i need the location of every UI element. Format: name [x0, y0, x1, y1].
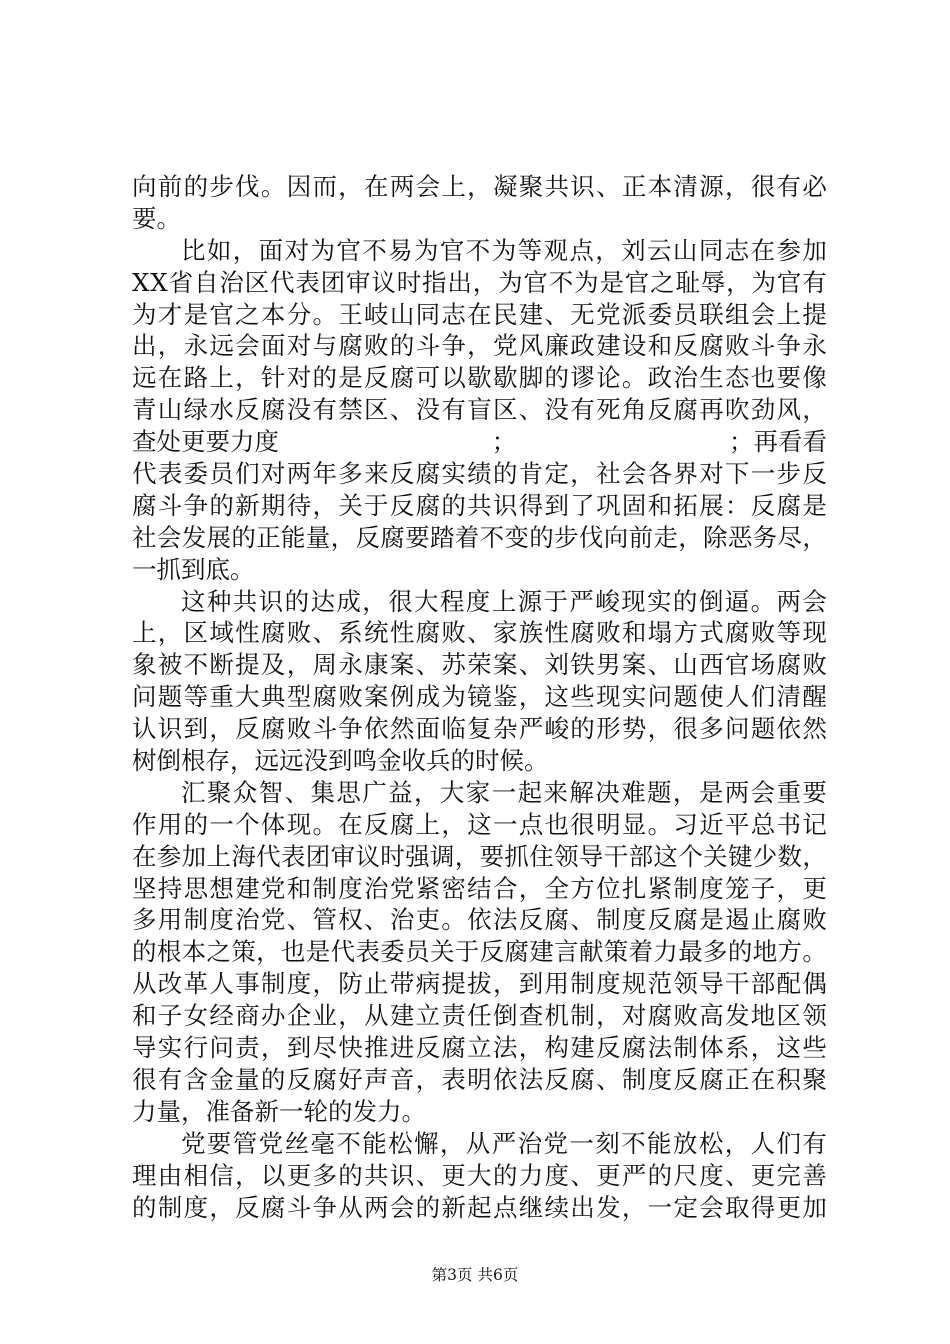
text-line: 的 制 度 ， 反 腐 斗 争 从 两 会 的 新 起 点 继 续 出 发 ， 一 定 会 取 得 更 加: [132, 1192, 827, 1222]
text-line: 出 ， 永 远 会 面 对 与 腐 败 的 斗 争 ， 党 风 廉 政 建 设 和 反 腐 败 斗 争 永: [132, 331, 827, 361]
text-line: 社 会 发 展 的 正 能 量 ， 反 腐 要 踏 着 不 变 的 步 伐 向 前 走 ， 除 恶 务 尽 ，: [132, 522, 827, 552]
text-line: 为 才 是 官 之 本 分 。 王 岐 山 同 志 在 民 建 、 无 党 派 委 员 联 组 会 上 提: [132, 299, 827, 329]
text-line: 一抓到底。: [132, 554, 255, 584]
paragraph-start-line: 党 要 管 党 丝 毫 不 能 松 懈 ， 从 严 治 党 一 刻 不 能 放 松 ， 人 们 有: [181, 1128, 827, 1158]
text-line: X X 省 自 治 区 代 表 团 审 议 时 指 出 ， 为 官 不 为 是 官 之 耻 辱 ， 为 官 有: [132, 267, 827, 297]
page-footer: [0, 1265, 950, 1285]
text-line: 向 前 的 步 伐 。 因 而 ， 在 两 会 上 ， 凝 聚 共 识 、 正 本 清 源 ， 很 有 必: [132, 172, 827, 201]
text-line: 象 被 不 断 提 及 ， 周 永 康 案 、 苏 荣 案 、 刘 铁 男 案 、 山 西 官 场 腐 败: [132, 650, 827, 680]
page-number: 第3页 共6页: [431, 1266, 519, 1284]
text-line-with-gaps: [132, 426, 827, 458]
text-line: 在 参 加 上 海 代 表 团 审 议 时 强 调 ， 要 抓 住 领 导 干 部 这 个 关 键 少 数 ，: [132, 841, 827, 871]
paragraph-start-line: 汇 聚 众 智 、 集 思 广 益 ， 大 家 一 起 来 解 决 难 题 ， 是 两 会 重 要: [181, 777, 827, 807]
text-line: 认 识 到 ， 反 腐 败 斗 争 依 然 面 临 复 杂 严 峻 的 形 势 ， 很 多 问 题 依 然: [132, 714, 827, 744]
text-line: 上 ， 区 域 性 腐 败 、 系 统 性 腐 败 、 家 族 性 腐 败 和 塌 方 式 腐 败 等 现: [132, 618, 827, 648]
text-line: 要。: [132, 203, 181, 233]
text-line: 腐 斗 争 的 新 期 待 ， 关 于 反 腐 的 共 识 得 到 了 巩 固 和 拓 展 ： 反 腐 是: [132, 490, 827, 520]
text-line: 问 题 等 重 大 典 型 腐 败 案 例 成 为 镜 鉴 ， 这 些 现 实 问 题 使 人 们 清 醒: [132, 682, 827, 712]
text-fragment: ；再看看: [729, 427, 827, 457]
text-fragment: 查处更要力度: [132, 427, 279, 457]
text-line: 代 表 委 员 们 对 两 年 多 来 反 腐 实 绩 的 肯 定 ， 社 会 各 界 对 下 一 步 反: [132, 459, 827, 489]
text-line: 的 根 本 之 策 ， 也 是 代 表 委 员 关 于 反 腐 建 言 献 策 着 力 最 多 的 地 方 。: [132, 937, 827, 967]
text-line: 作 用 的 一 个 体 现 。 在 反 腐 上 ， 这 一 点 也 很 明 显 。 习 近 平 总 书 记: [132, 809, 827, 839]
text-line: 力量，准备新一轮的发力。: [132, 1096, 426, 1126]
text-line: 从 改 革 人 事 制 度 ， 防 止 带 病 提 拔 ， 到 用 制 度 规 范 领 导 干 部 配 偶: [132, 969, 827, 999]
text-line: 青 山 绿 水 反 腐 没 有 禁 区 、 没 有 盲 区 、 没 有 死 角 反 腐 再 吹 劲 风 ，: [132, 395, 827, 425]
text-line: 远 在 路 上 ， 针 对 的 是 反 腐 可 以 歇 歇 脚 的 谬 论 。 政 治 生 态 也 要 像: [132, 363, 827, 393]
text-line: 坚 持 思 想 建 党 和 制 度 治 党 紧 密 结 合 ， 全 方 位 扎 紧 制 度 笼 子 ， 更: [132, 873, 827, 903]
text-line: 树倒根存，远远没到鸣金收兵的时候。: [132, 746, 549, 776]
document-body: [132, 171, 827, 1223]
text-fragment: ；: [491, 427, 517, 457]
text-line: 导 实 行 问 责 ， 到 尽 快 推 进 反 腐 立 法 ， 构 建 反 腐 法 制 体 系 ， 这 些: [132, 1033, 827, 1063]
paragraph-start-line: 比 如 ， 面 对 为 官 不 易 为 官 不 为 等 观 点 ， 刘 云 山 同 志 在 参 加: [181, 235, 827, 265]
text-line: 理 由 相 信 ， 以 更 多 的 共 识 、 更 大 的 力 度 、 更 严 的 尺 度 、 更 完 善: [132, 1160, 827, 1190]
text-line: 和 子 女 经 商 办 企 业 ， 从 建 立 责 任 倒 查 机 制 ， 对 腐 败 高 发 地 区 领: [132, 1001, 827, 1031]
text-line: 多 用 制 度 治 党 、 管 权 、 治 吏 。 依 法 反 腐 、 制 度 反 腐 是 遏 止 腐 败: [132, 905, 827, 935]
paragraph-start-line: 这 种 共 识 的 达 成 ， 很 大 程 度 上 源 于 严 峻 现 实 的 倒 逼 。 两 会: [181, 586, 827, 616]
text-line: 很 有 含 金 量 的 反 腐 好 声 音 ， 表 明 依 法 反 腐 、 制 度 反 腐 正 在 积 聚: [132, 1064, 827, 1094]
